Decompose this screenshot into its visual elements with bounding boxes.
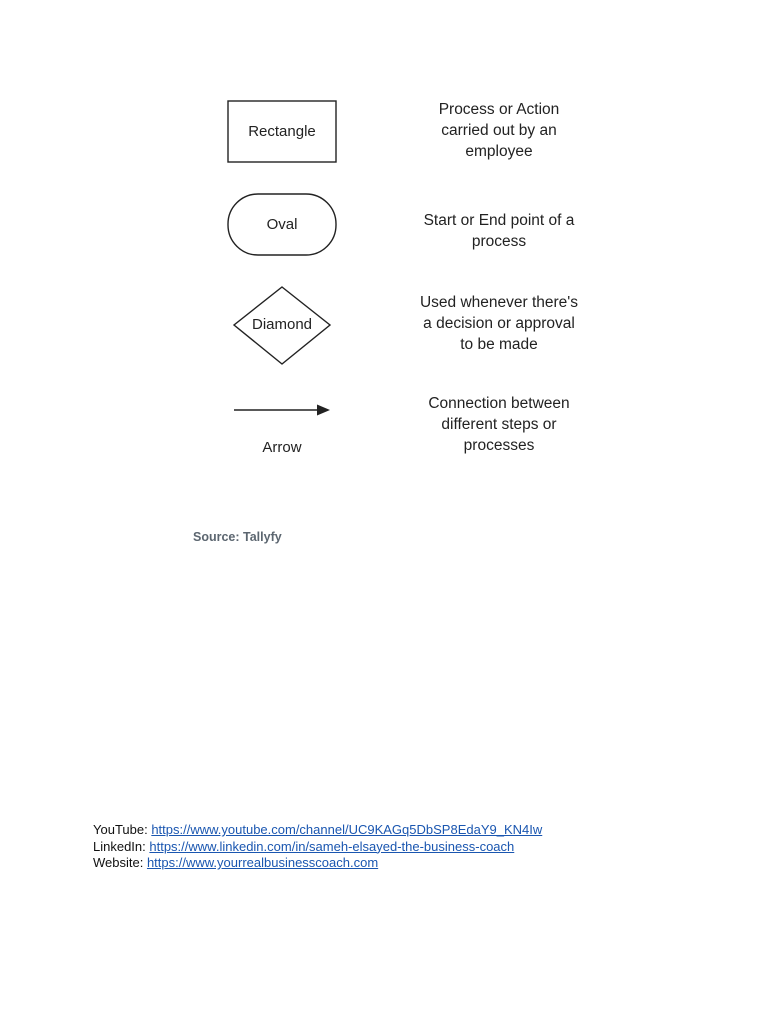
arrow-head [317, 405, 330, 416]
linkedin-line [93, 839, 542, 856]
rectangle-label: Rectangle [248, 123, 316, 140]
oval-label: Oval [266, 216, 298, 233]
youtube-line [93, 822, 542, 839]
contact-links [93, 822, 542, 872]
arrow-description: Connection between different steps or processes [428, 395, 570, 454]
source-caption: Source: Tallyfy [193, 530, 282, 544]
linkedin-link[interactable]: https://www.linkedin.com/in/sameh-elsayed-the-business-coach [149, 838, 515, 854]
linkedin-label: LinkedIn: [93, 838, 150, 854]
youtube-label: YouTube: [93, 822, 152, 837]
diamond-label: Diamond [251, 316, 313, 333]
rectangle-description: Process or Action carried out by an employee [438, 101, 560, 160]
arrow-label: Arrow [262, 439, 302, 456]
youtube-link[interactable]: https://www.youtube.com/channel/UC9KAGq5DbSP8EdaY9_KN4Iw [151, 822, 543, 837]
website-line [93, 855, 542, 872]
oval-description: Start or End point of a process [423, 212, 575, 250]
diamond-description: Used whenever there's a decision or approval to be made [419, 294, 579, 353]
website-link[interactable]: https://www.yourrealbusinesscoach.com [146, 855, 379, 870]
website-label: Website: [93, 855, 147, 870]
